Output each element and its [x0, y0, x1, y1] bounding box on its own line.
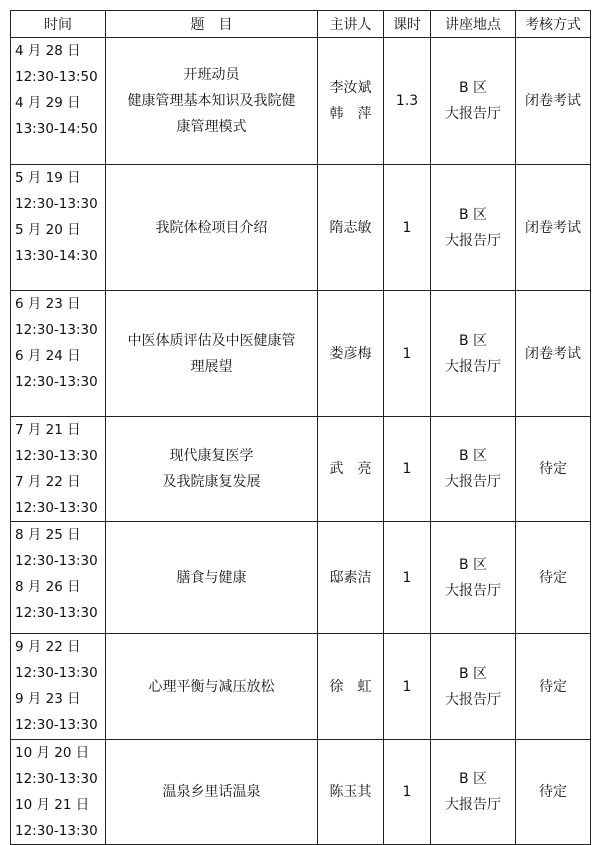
speaker-name: 武 亮 — [329, 461, 372, 477]
time-line: 12:30-13:30 — [15, 605, 98, 621]
hours-cell: 1.3 — [384, 38, 431, 165]
topic-cell — [106, 417, 318, 522]
time-line: 13:30-14:50 — [15, 121, 98, 137]
location-line: B 区 — [458, 80, 488, 96]
time-cell — [11, 165, 106, 291]
topic-line: 开班动员 — [183, 67, 240, 83]
time-line: 12:30-13:30 — [15, 823, 98, 839]
speaker-name: 娄彦梅 — [329, 345, 372, 362]
topic-line: 温泉乡里话温泉 — [162, 784, 261, 800]
topic-line: 膳食与健康 — [176, 569, 247, 586]
exam-cell: 待定 — [516, 740, 591, 845]
header-topic: 题 目 — [106, 11, 318, 38]
speaker-cell — [318, 740, 384, 845]
time-line: 12:30-13:30 — [15, 500, 98, 516]
header-hours: 课时 — [384, 11, 431, 38]
header-speaker: 主讲人 — [318, 11, 384, 38]
header-exam: 考核方式 — [516, 11, 591, 38]
time-cell — [11, 291, 106, 417]
table-row — [11, 165, 591, 291]
time-line: 12:30-13:30 — [15, 322, 98, 338]
location-cell — [431, 634, 516, 740]
time-line: 10 月 21 日 — [15, 797, 90, 813]
hours-cell: 1 — [384, 522, 431, 634]
topic-line: 康管理模式 — [176, 119, 247, 135]
location-line: 大报告厅 — [445, 232, 501, 249]
time-line: 12:30-13:30 — [15, 665, 98, 681]
exam-cell: 待定 — [516, 522, 591, 634]
topic-line: 心理平衡与减压放松 — [148, 678, 275, 695]
time-line: 8 月 26 日 — [15, 579, 81, 595]
time-line: 12:30-13:30 — [15, 553, 98, 569]
header-location: 讲座地点 — [431, 11, 516, 38]
time-line: 7 月 21 日 — [15, 422, 81, 438]
location-line: 大报告厅 — [445, 106, 501, 122]
time-cell — [11, 522, 106, 634]
speaker-cell — [318, 522, 384, 634]
speaker-name: 邸素洁 — [329, 569, 372, 586]
location-line: B 区 — [458, 448, 488, 464]
time-line: 4 月 29 日 — [15, 95, 81, 111]
table-row — [11, 38, 591, 165]
location-line: 大报告厅 — [445, 582, 501, 599]
location-line: 大报告厅 — [445, 797, 501, 813]
topic-cell — [106, 291, 318, 417]
time-line: 6 月 24 日 — [15, 348, 81, 364]
time-line: 12:30-13:30 — [15, 771, 98, 787]
time-line: 9 月 22 日 — [15, 639, 81, 655]
table-row — [11, 417, 591, 522]
time-cell — [11, 38, 106, 165]
topic-line: 及我院康复发展 — [162, 474, 261, 490]
location-line: 大报告厅 — [445, 691, 501, 708]
time-line: 12:30-13:30 — [15, 374, 98, 390]
topic-cell — [106, 740, 318, 845]
table-row — [11, 291, 591, 417]
speaker-cell — [318, 291, 384, 417]
location-cell — [431, 291, 516, 417]
location-line: B 区 — [458, 665, 488, 682]
time-cell — [11, 634, 106, 740]
speaker-cell — [318, 634, 384, 740]
location-cell — [431, 38, 516, 165]
speaker-cell — [318, 38, 384, 165]
topic-line: 理展望 — [190, 358, 233, 375]
location-cell — [431, 165, 516, 291]
time-cell — [11, 417, 106, 522]
location-cell — [431, 740, 516, 845]
time-cell — [11, 740, 106, 845]
exam-cell: 闭卷考试 — [516, 165, 591, 291]
location-line: 大报告厅 — [445, 358, 501, 375]
header-row — [11, 11, 591, 38]
topic-line: 中医体质评估及中医健康管 — [127, 332, 296, 349]
table-row — [11, 634, 591, 740]
lecture-schedule-table — [10, 10, 591, 845]
table-body — [11, 38, 591, 845]
time-line: 5 月 20 日 — [15, 222, 81, 238]
speaker-name: 李汝斌 — [329, 80, 372, 96]
speaker-name: 徐 虹 — [329, 678, 372, 695]
hours-cell: 1 — [384, 291, 431, 417]
hours-cell: 1 — [384, 740, 431, 845]
time-line: 6 月 23 日 — [15, 296, 81, 312]
topic-line: 现代康复医学 — [169, 448, 254, 464]
topic-cell — [106, 165, 318, 291]
hours-cell: 1 — [384, 634, 431, 740]
topic-cell — [106, 38, 318, 165]
topic-cell — [106, 634, 318, 740]
time-line: 12:30-13:30 — [15, 196, 98, 212]
speaker-cell — [318, 417, 384, 522]
location-line: B 区 — [458, 206, 488, 223]
location-line: B 区 — [458, 556, 488, 573]
time-line: 12:30-13:50 — [15, 69, 98, 85]
time-line: 7 月 22 日 — [15, 474, 81, 490]
speaker-cell — [318, 165, 384, 291]
topic-line: 健康管理基本知识及我院健 — [127, 93, 296, 109]
location-cell — [431, 417, 516, 522]
table-row — [11, 740, 591, 845]
speaker-name: 陈玉其 — [329, 784, 372, 800]
location-line: B 区 — [458, 332, 488, 349]
topic-cell — [106, 522, 318, 634]
location-line: B 区 — [458, 771, 488, 787]
hours-cell: 1 — [384, 165, 431, 291]
time-line: 5 月 19 日 — [15, 170, 81, 186]
exam-cell: 待定 — [516, 417, 591, 522]
table-row — [11, 522, 591, 634]
time-line: 12:30-13:30 — [15, 717, 98, 733]
time-line: 12:30-13:30 — [15, 448, 98, 464]
time-line: 9 月 23 日 — [15, 691, 81, 707]
speaker-name: 韩 萍 — [329, 106, 372, 122]
hours-cell: 1 — [384, 417, 431, 522]
topic-line: 我院体检项目介绍 — [155, 219, 268, 236]
time-line: 4 月 28 日 — [15, 43, 81, 59]
header-time: 时间 — [11, 11, 106, 38]
exam-cell: 待定 — [516, 634, 591, 740]
time-line: 10 月 20 日 — [15, 745, 90, 761]
time-line: 8 月 25 日 — [15, 527, 81, 543]
location-cell — [431, 522, 516, 634]
speaker-name: 隋志敏 — [329, 219, 372, 236]
time-line: 13:30-14:30 — [15, 248, 98, 264]
location-line: 大报告厅 — [445, 474, 501, 490]
exam-cell: 闭卷考试 — [516, 38, 591, 165]
exam-cell: 闭卷考试 — [516, 291, 591, 417]
